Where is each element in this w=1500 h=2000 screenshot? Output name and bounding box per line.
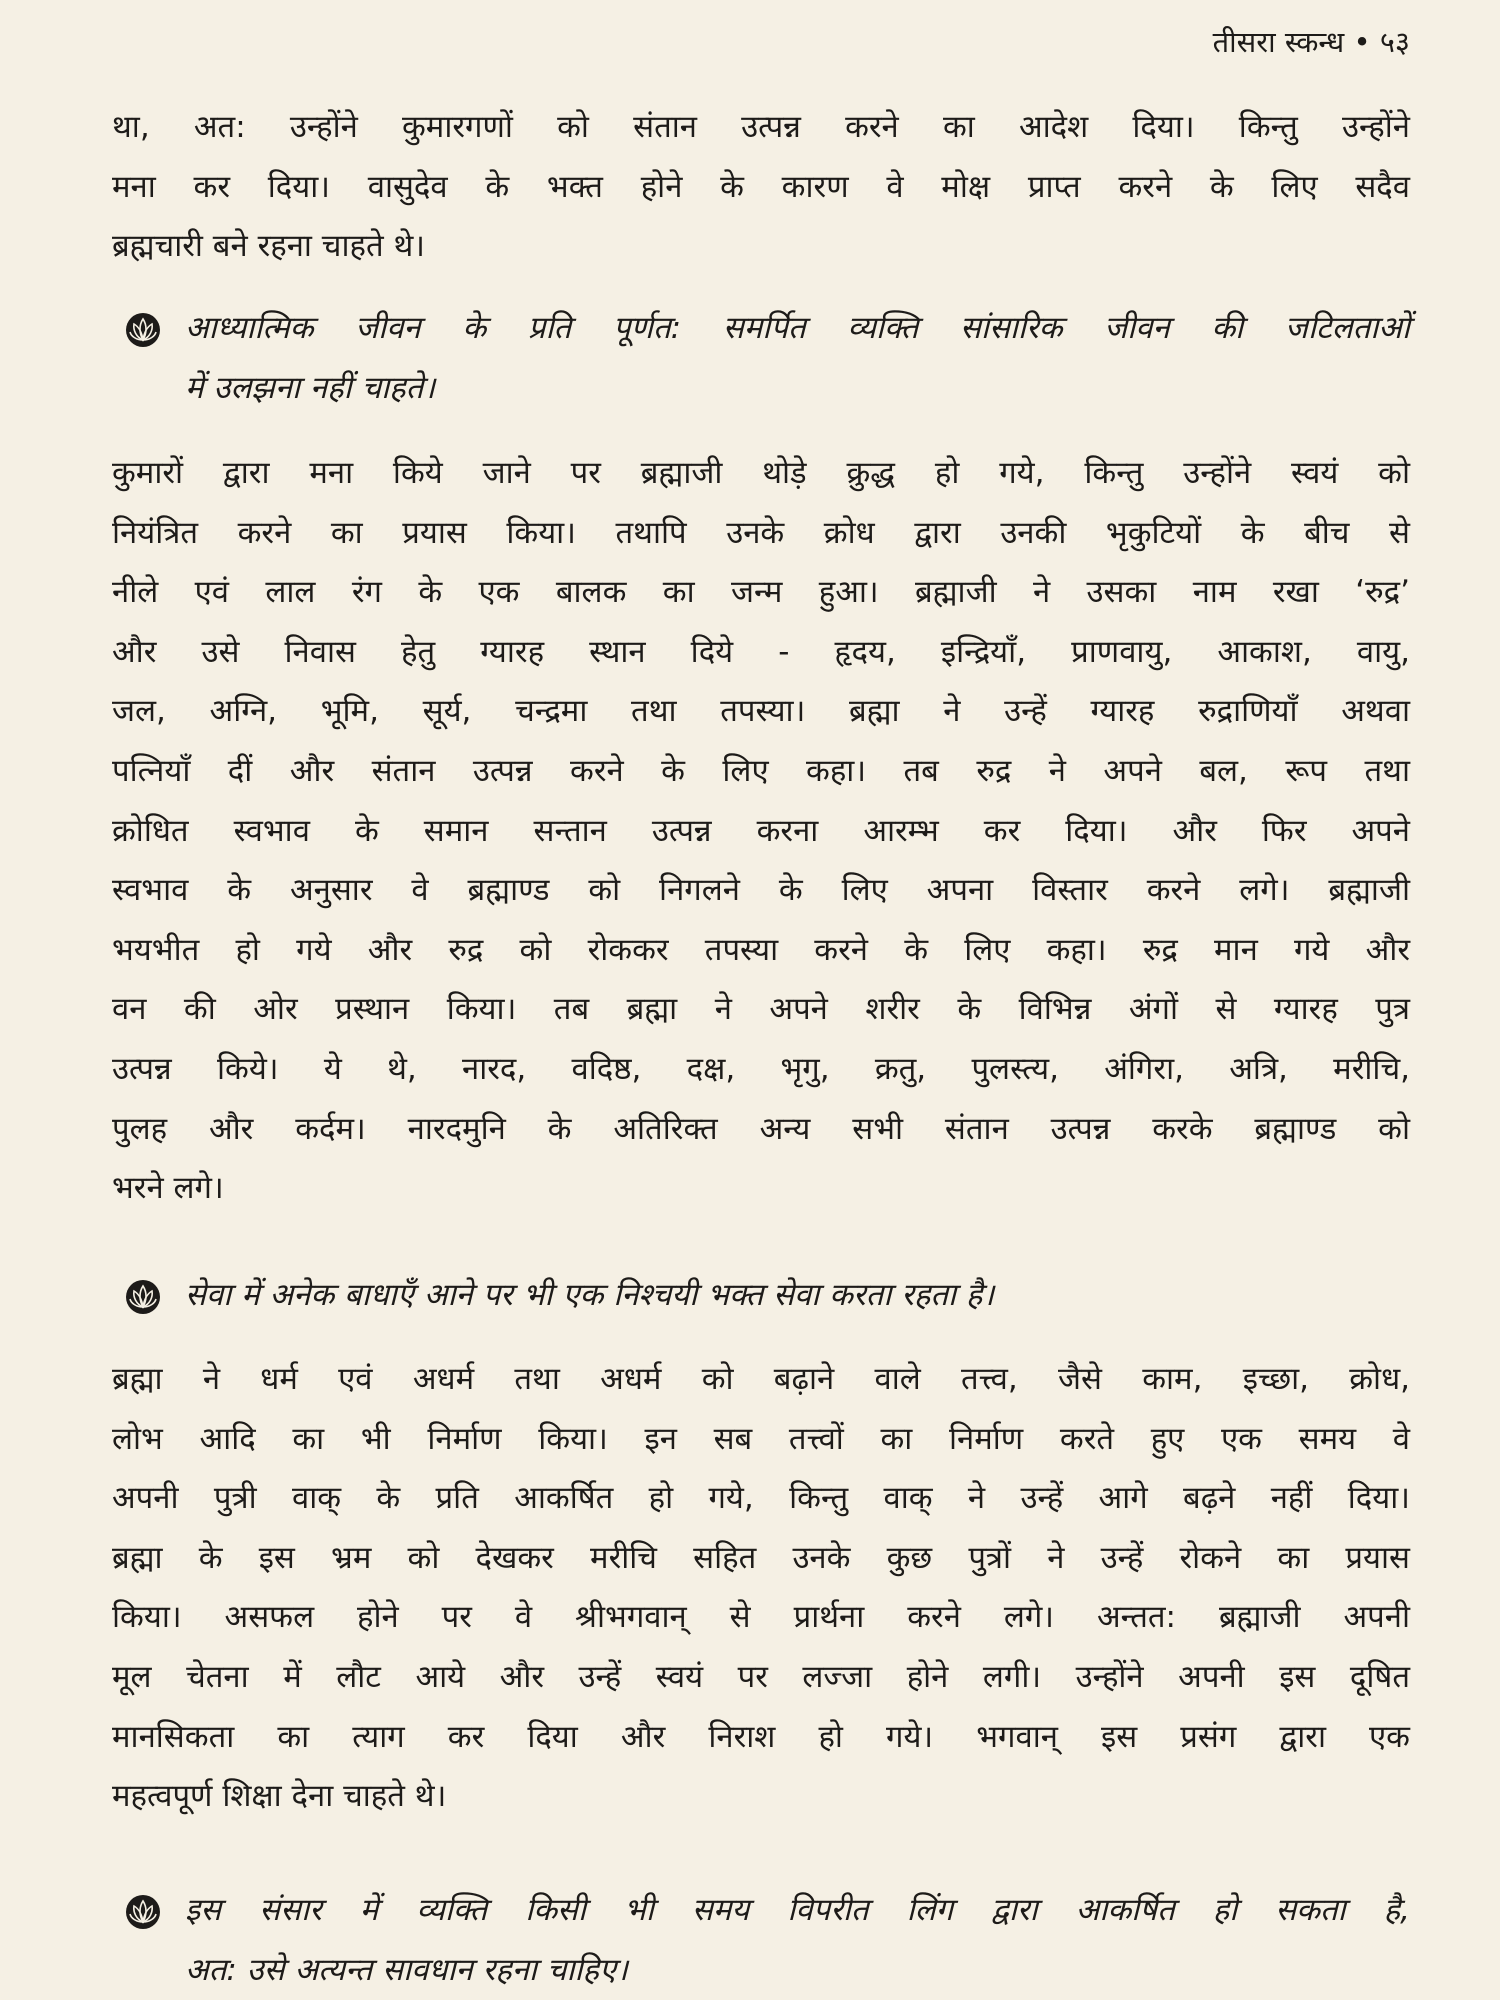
text-line: महत्वपूर्ण शिक्षा देना चाहते थे। [112, 1778, 447, 1815]
paragraph [112, 1350, 1410, 1827]
text-line: था, अत: उन्होंने कुमारगणों को संतान उत्पन्न करने का आदेश दिया। किन्तु उन्होंने [112, 109, 1410, 145]
text-line: अत: उसे अत्यन्त सावधान रहना चाहिए। [185, 1951, 628, 1988]
text-line: मूल चेतना में लौट आये और उन्हें स्वयं पर लज्जा होने लगी। उन्होंने अपनी इस दूषित [112, 1658, 1410, 1695]
text-line: उत्पन्न किये। ये थे, नारद, वदिष्ठ, दक्ष, भृगु, क्रतु, पुलस्त्य, अंगिरा, अत्रि, मरीचि, [112, 1050, 1410, 1087]
text-line: वन की ओर प्रस्थान किया। तब ब्रह्मा ने अपने शरीर के विभिन्न अंगों से ग्यारह पुत्र [112, 991, 1410, 1028]
text-line: जल, अग्नि, भूमि, सूर्य, चन्द्रमा तथा तपस्या। ब्रह्मा ने उन्हें ग्यारह रुद्राणियाँ अथवा [112, 693, 1410, 730]
text-line: ब्रह्मा ने धर्म एवं अधर्म तथा अधर्म को बढ़ाने वाले तत्त्व, जैसे काम, इच्छा, क्रोध, [112, 1361, 1410, 1397]
text-line: और उसे निवास हेतु ग्यारह स्थान दिये - हृदय, इन्द्रियाँ, प्राणवायु, आकाश, वायु, [112, 633, 1410, 670]
text-line: कुमारों द्वारा मना किये जाने पर ब्रह्माजी थोड़े क्रुद्ध हो गये, किन्तु उन्होंने स्वयं को [112, 455, 1410, 491]
text-line: भरने लगे। [112, 1170, 224, 1207]
page-number: ५३ [1379, 25, 1410, 59]
text-line: पुलह और कर्दम। नारदमुनि के अतिरिक्त अन्य सभी संतान उत्पन्न करके ब्रह्माण्ड को [112, 1110, 1410, 1147]
lotus-icon [126, 1895, 160, 1929]
lotus-icon [126, 313, 160, 347]
text-line: क्रोधित स्वभाव के समान सन्तान उत्पन्न करना आरम्भ कर दिया। और फिर अपने [112, 812, 1410, 849]
lotus-icon [126, 1280, 160, 1314]
text-line: नीले एवं लाल रंग के एक बालक का जन्म हुआ। ब्रह्माजी ने उसका नाम रखा ‘रुद्र’ [112, 574, 1410, 611]
text-line: ब्रह्मा के इस भ्रम को देखकर मरीचि सहित उनके कुछ पुत्रों ने उन्हें रोकने का प्रयास [112, 1539, 1410, 1576]
text-line: सेवा में अनेक बाधाएँ आने पर भी एक निश्चयी भक्त सेवा करता रहता है। [185, 1277, 995, 1313]
text-line: किया। असफल होने पर वे श्रीभगवान् से प्रार्थना करने लगे। अन्तत: ब्रह्माजी अपनी [112, 1599, 1410, 1636]
text-line: लोभ आदि का भी निर्माण किया। इन सब तत्त्वों का निर्माण करते हुए एक समय वे [112, 1420, 1410, 1457]
running-header [1213, 22, 1410, 61]
running-title: तीसरा स्कन्ध [1212, 25, 1345, 59]
text-line: मानसिकता का त्याग कर दिया और निराश हो गये। भगवान् इस प्रसंग द्वारा एक [112, 1718, 1410, 1755]
text-line: मना कर दिया। वासुदेव के भक्त होने के कारण वे मोक्ष प्राप्त करने के लिए सदैव [112, 168, 1410, 205]
lesson-highlight [112, 1266, 1410, 1326]
paragraph [112, 98, 1410, 277]
text-line: भयभीत हो गये और रुद्र को रोककर तपस्या करने के लिए कहा। रुद्र मान गये और [112, 931, 1410, 968]
text-line: इस संसार में व्यक्ति किसी भी समय विपरीत लिंग द्वारा आकर्षित हो सकता है, [185, 1892, 1410, 1928]
text-line: आध्यात्मिक जीवन के प्रति पूर्णत: समर्पित व्यक्ति सांसारिक जीवन की जटिलताओं [185, 310, 1410, 346]
text-line: ब्रह्मचारी बने रहना चाहते थे। [112, 228, 426, 265]
text-line: पत्नियाँ दीं और संतान उत्पन्न करने के लिए कहा। तब रुद्र ने अपने बल, रूप तथा [112, 752, 1410, 789]
text-line: में उलझना नहीं चाहते। [185, 369, 436, 406]
lesson-highlight [112, 1881, 1410, 2000]
header-separator: • [1353, 25, 1371, 59]
text-line: अपनी पुत्री वाक् के प्रति आकर्षित हो गये, किन्तु वाक् ने उन्हें आगे बढ़ने नहीं दिया। [112, 1480, 1410, 1517]
lesson-highlight [112, 299, 1410, 418]
text-line: स्वभाव के अनुसार वे ब्रह्माण्ड को निगलने के लिए अपना विस्तार करने लगे। ब्रह्माजी [112, 872, 1410, 909]
text-line: नियंत्रित करने का प्रयास किया। तथापि उनके क्रोध द्वारा उनकी भृकुटियों के बीच से [112, 514, 1410, 551]
paragraph [112, 444, 1410, 1219]
